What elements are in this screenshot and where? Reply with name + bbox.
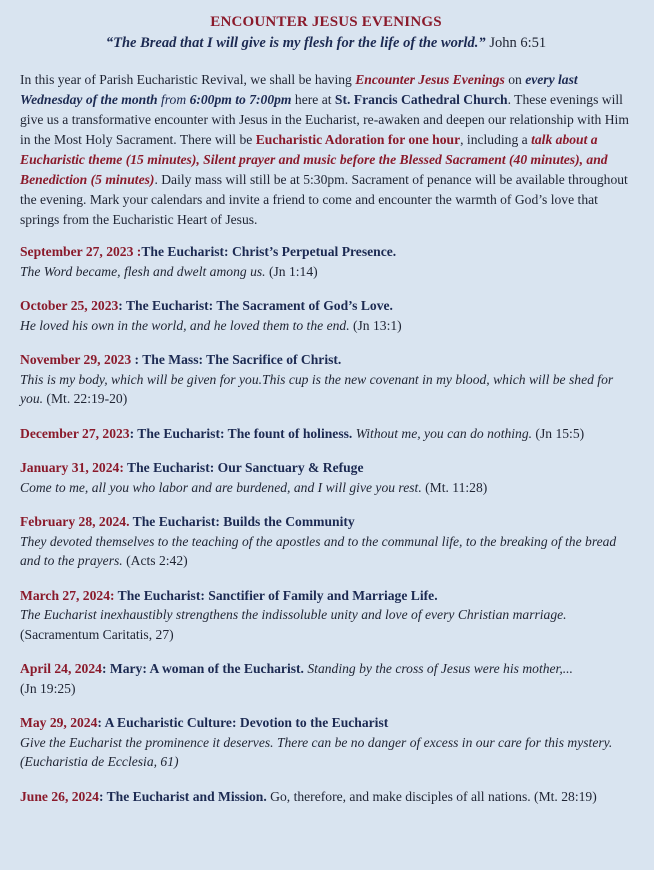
event-verse: They devoted themselves to the teaching of the apostles and to the communal life, to the breaking of the bread and to the prayers. — [20, 533, 617, 568]
event-list — [20, 242, 632, 806]
header-quote — [20, 35, 632, 52]
intro-text-1: In this year of Parish Eucharistic Revival, we shall be having — [20, 72, 356, 87]
event-title: : The Eucharist: The fount of holiness. — [129, 425, 353, 441]
event-citation: (Jn 15:5) — [532, 425, 585, 441]
intro-text-3: from — [157, 92, 190, 107]
intro-paragraph — [20, 70, 632, 230]
event-date: April 24, 2024 — [20, 661, 102, 676]
event-title: : The Eucharist: The Sacrament of God’s Love. — [118, 298, 393, 313]
event-item — [20, 659, 632, 698]
event-citation: (Sacramentum Caritatis, 27) — [20, 626, 174, 642]
intro-text-7: . Daily mass will still be at 5:30pm. Sacrament of penance will be available throughout the evening. Mark your calendars and invite a friend to come and encounter the warmth of God’s love that springs from the Eucharistic Heart of Jesus. — [20, 172, 628, 227]
event-title: The Eucharist: Our Sanctuary & Refuge — [123, 460, 364, 475]
event-citation: (Mt. 11:28) — [421, 479, 488, 495]
intro-text-2: on — [504, 72, 526, 87]
event-verse: Standing by the cross of Jesus were his mother,... — [303, 661, 573, 676]
event-title: : Mary: A woman of the Eucharist. — [101, 661, 304, 676]
event-citation: (Jn 1:14) — [265, 263, 318, 279]
event-date: September 27, 2023 : — [20, 244, 142, 259]
event-citation: (Mt. 28:19) — [530, 788, 597, 804]
intro-program: talk about a Eucharistic theme (15 minutes), Silent prayer and music before the Blessed Sacrament (40 minutes), and Benediction (5 minutes) — [20, 132, 608, 187]
event-item — [20, 296, 632, 335]
intro-time: 6:00pm to 7:00pm — [189, 92, 292, 107]
page-title: ENCOUNTER JESUS EVENINGS — [210, 14, 442, 30]
event-item — [20, 350, 632, 409]
event-verse: The Word became, flesh and dwelt among us. — [20, 263, 266, 279]
event-date: January 31, 2024: — [20, 460, 124, 475]
event-citation: (Jn 19:25) — [20, 680, 76, 696]
event-verse: This is my body, which will be given for you.This cup is the new covenant in my blood, which will be shed for you. — [20, 371, 614, 406]
event-date: December 27, 2023 — [20, 425, 130, 441]
event-citation: (Eucharistia de Ecclesia, 61) — [20, 754, 179, 769]
event-verse: He loved his own in the world, and he loved them to the end. — [20, 317, 350, 333]
event-date: May 29, 2024 — [20, 715, 98, 730]
event-item — [20, 458, 632, 497]
intro-text-4: here at — [291, 92, 335, 107]
event-date: February 28, 2024. — [20, 514, 130, 529]
event-verse: Come to me, all you who labor and are burdened, and I will give you rest. — [20, 479, 422, 495]
event-item — [20, 424, 632, 444]
event-item — [20, 512, 632, 571]
event-title: The Eucharist: Builds the Community — [129, 514, 355, 529]
event-date: October 25, 2023 — [20, 298, 119, 313]
event-title: : A Eucharistic Culture: Devotion to the Eucharist — [97, 715, 389, 730]
event-citation: (Mt. 22:19-20) — [43, 391, 128, 406]
event-item — [20, 242, 632, 281]
event-date: March 27, 2024: — [20, 587, 115, 603]
intro-location: St. Francis Cathedral Church — [334, 92, 508, 107]
quote-reference: John 6:51 — [489, 35, 547, 51]
quote-text: “The Bread that I will give is my flesh for the life of the world.” — [105, 35, 486, 51]
event-title: : The Eucharist and Mission. — [98, 788, 267, 804]
intro-adoration: Eucharistic Adoration for one hour — [255, 132, 461, 147]
event-verse: Go, therefore, and make disciples of all nations. — [266, 788, 531, 804]
intro-text-6: , including a — [460, 132, 532, 147]
event-item — [20, 713, 632, 772]
event-verse: Without me, you can do nothing. — [352, 425, 533, 441]
intro-event-name: Encounter Jesus Evenings — [355, 72, 505, 87]
event-title: The Eucharist: Christ’s Perpetual Presence. — [141, 244, 397, 259]
event-citation: (Jn 13:1) — [349, 317, 402, 333]
intro-schedule: every last Wednesday of the month — [20, 72, 578, 107]
event-item — [20, 787, 632, 807]
event-verse: The Eucharist inexhaustibly strengthens the indissoluble unity and love of every Christian marriage. — [20, 607, 567, 622]
event-date: November 29, 2023 — [20, 352, 132, 367]
event-title: The Eucharist: Sanctifier of Family and Marriage Life. — [114, 587, 438, 603]
event-item — [20, 586, 632, 645]
intro-text-5: . These evenings will give us a transformative encounter with Jesus in the Eucharist, re-awaken and deepen our relationship with Him in the Most Holy Sacrament. There will be — [20, 92, 629, 147]
event-title: : The Mass: The Sacrifice of Christ. — [131, 352, 342, 367]
event-verse: Give the Eucharist the prominence it deserves. There can be no danger of excess in our care for this mystery. — [20, 734, 613, 750]
event-citation: (Acts 2:42) — [122, 553, 188, 568]
event-date: June 26, 2024 — [20, 788, 99, 804]
